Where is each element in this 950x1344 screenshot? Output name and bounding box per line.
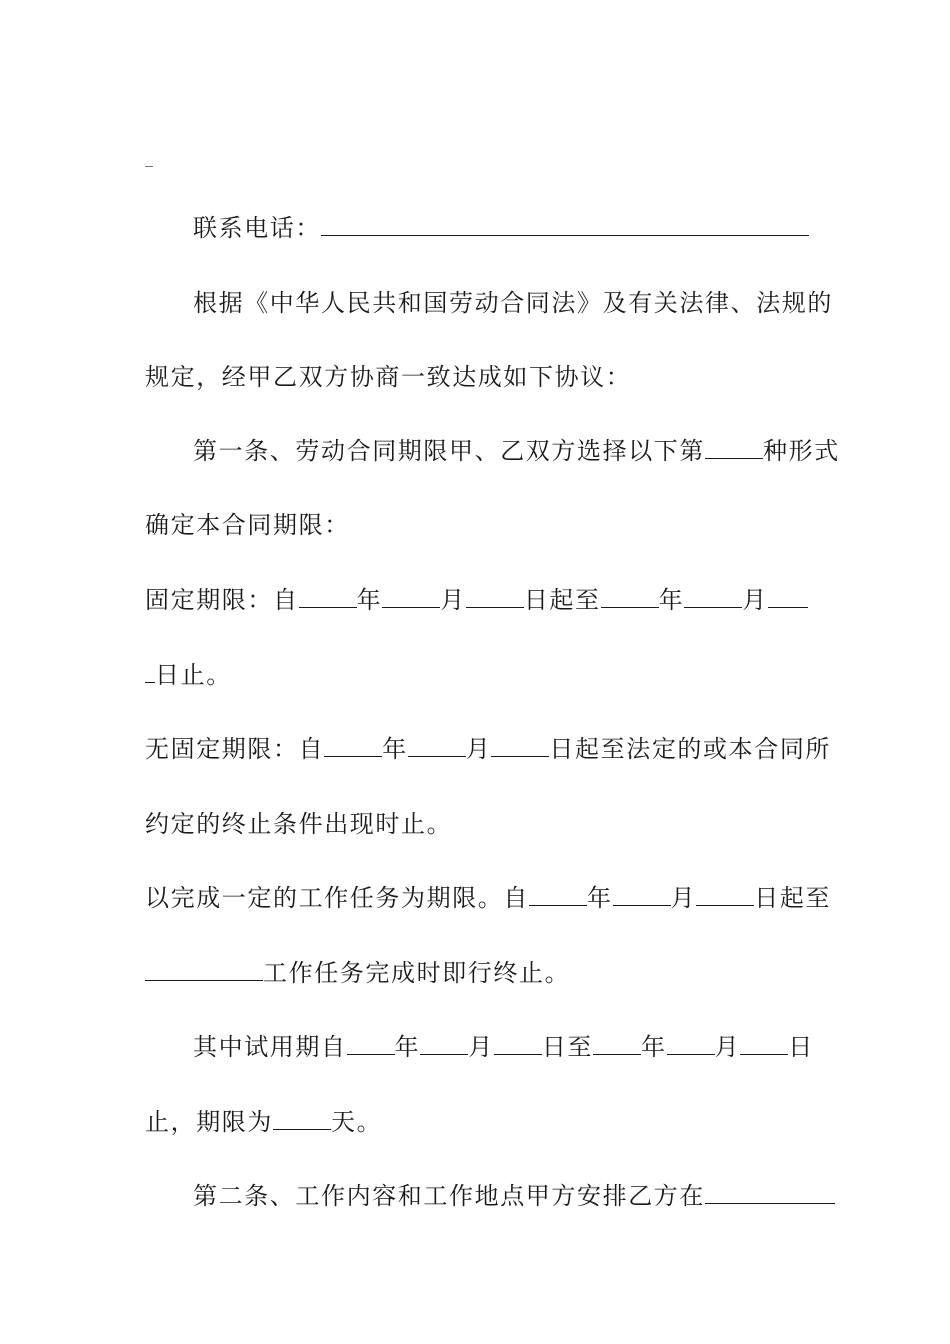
form-number-blank <box>705 436 763 459</box>
day-from-label: 日起至 <box>523 586 601 614</box>
day-from-label: 日起至 <box>754 884 832 912</box>
no-fixed-term-text: 日起至法定的或本合同所 <box>549 735 832 763</box>
year-label: 年 <box>394 1033 421 1061</box>
trial-period-label: 其中试用期自 <box>193 1033 347 1061</box>
dash-mark: _ <box>145 148 153 167</box>
no-fixed-term-line-1 <box>145 734 832 764</box>
year-label: 年 <box>658 586 685 614</box>
fixed-term-line-2 <box>145 660 810 690</box>
trial-period-text-b: 天。 <box>331 1108 383 1136</box>
fixed-term-label: 固定期限：自 <box>145 586 299 614</box>
day-label: 日 <box>788 1033 814 1061</box>
blank <box>273 1107 331 1130</box>
blank <box>529 883 587 906</box>
contact-phone-blank <box>321 213 809 236</box>
task-term-label: 以完成一定的工作任务为期限。自 <box>145 884 529 912</box>
task-term-line-1 <box>145 883 832 913</box>
month-label: 月 <box>468 1033 494 1061</box>
blank <box>408 734 466 757</box>
article-1-line-2: 确定本合同期限： <box>145 511 350 539</box>
month-label: 月 <box>440 586 466 614</box>
month-label: 月 <box>742 586 768 614</box>
blank <box>145 958 263 981</box>
day-to-label: 日至 <box>541 1033 594 1061</box>
blank <box>593 1032 641 1055</box>
no-fixed-term-label: 无固定期限：自 <box>145 735 325 763</box>
blank <box>768 585 808 608</box>
trial-period-text-a: 止，期限为 <box>145 1108 273 1136</box>
article-1-text-a: 第一条、劳动合同期限甲、乙双方选择以下第 <box>193 437 705 465</box>
blank <box>324 734 382 757</box>
article-1-line-1 <box>193 436 840 466</box>
month-label: 月 <box>670 884 697 912</box>
task-term-line-2 <box>145 958 810 988</box>
year-label: 年 <box>587 884 613 912</box>
blank <box>494 1032 542 1055</box>
year-label: 年 <box>356 586 383 614</box>
blank <box>684 585 742 608</box>
article-1-text-b: 种形式 <box>763 437 840 465</box>
contact-phone-line <box>193 213 810 243</box>
task-term-end: 工作任务完成时即行终止。 <box>263 959 571 987</box>
blank <box>491 734 549 757</box>
blank <box>696 883 754 906</box>
blank <box>145 660 155 683</box>
blank <box>347 1032 395 1055</box>
month-label: 月 <box>465 735 492 763</box>
month-label: 月 <box>714 1033 741 1061</box>
blank <box>705 1181 835 1204</box>
blank <box>601 585 659 608</box>
blank <box>667 1032 715 1055</box>
fixed-term-end: 日止。 <box>155 661 232 689</box>
article-2-text: 第二条、工作内容和工作地点甲方安排乙方在 <box>193 1182 705 1210</box>
fixed-term-line-1 <box>145 585 810 615</box>
year-label: 年 <box>641 1033 667 1061</box>
trial-period-line-2 <box>145 1107 810 1137</box>
trial-period-line-1 <box>193 1032 814 1062</box>
intro-paragraph-line-1: 根据《中华人民共和国劳动合同法》及有关法律、法规的 <box>193 289 833 317</box>
year-label: 年 <box>382 735 408 763</box>
blank <box>420 1032 468 1055</box>
blank <box>466 585 524 608</box>
article-2-line-1 <box>193 1181 810 1211</box>
blank <box>613 883 671 906</box>
contact-phone-label: 联系电话： <box>193 214 321 242</box>
blank <box>740 1032 788 1055</box>
blank <box>382 585 440 608</box>
intro-paragraph-line-2: 规定，经甲乙双方协商一致达成如下协议： <box>145 363 632 391</box>
no-fixed-term-line-2: 约定的终止条件出现时止。 <box>145 810 453 838</box>
blank <box>299 585 357 608</box>
